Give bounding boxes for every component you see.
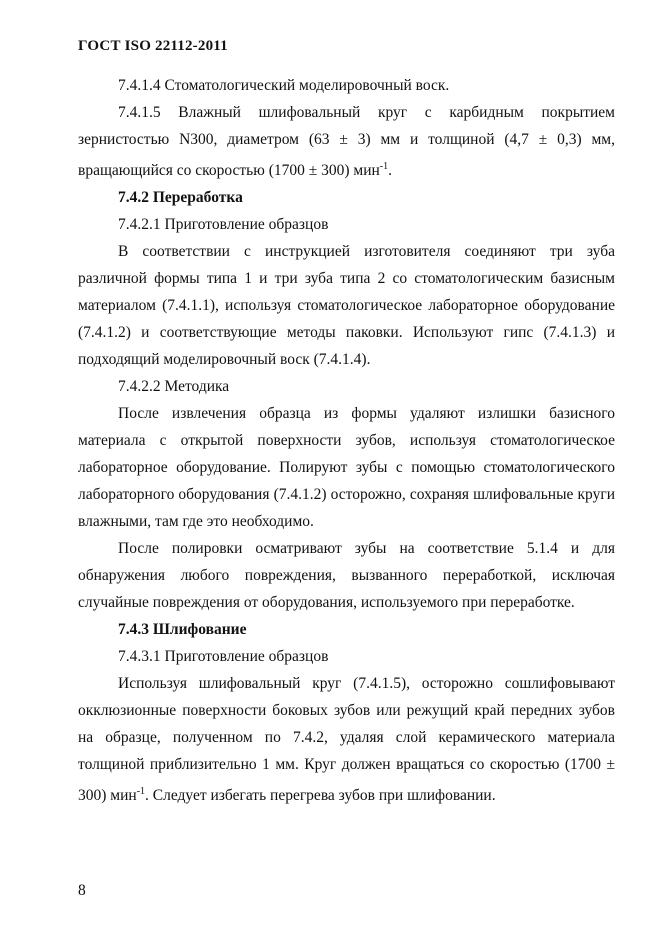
superscript-minus-one: -1 (379, 161, 389, 172)
document-header: ГОСТ ISO 22112-2011 (78, 38, 228, 54)
clause-7-4-1-4: 7.4.1.4 Стоматологический моделировочный воск. (118, 77, 450, 94)
document-body (78, 72, 615, 809)
clause-7-4-1-5-end: . (388, 162, 393, 180)
superscript-minus-one: -1 (136, 786, 146, 798)
paragraph-method: После извлечения образца из формы удаляют излишки базисного материала с открытой поверхности зубов, используя стоматологическое лабораторное оборудование. Полируют зубы с помощью стоматологического лабораторного оборудования (7.4.1.2) осторожно, сохраняя шлифовальные круги влажными, там где это необходимо. (78, 405, 615, 531)
paragraph-grinding (78, 670, 615, 809)
section-heading-7-4-2: 7.4.2 Переработка (118, 189, 243, 207)
clause-7-4-1-5-text: 7.4.1.5 Влажный шлифовальный круг с карбидным покрытием зернистостью N300, диаметром (63 ± 3) мм и толщиной (4,7 ± 0,3) мм, вращающийся со скоростью (1700 ± 300) мин (78, 104, 615, 180)
section-heading-7-4-3: 7.4.3 Шлифование (118, 621, 247, 639)
clause-7-4-2-1: 7.4.2.1 Приготовление образцов (118, 216, 329, 234)
clause-7-4-2-2: 7.4.2.2 Методика (118, 378, 230, 396)
paragraph-preparation: В соответствии с инструкцией изготовителя соединяют три зуба различной формы типа 1 и три зуба типа 2 со стоматологическим базисным материалом (7.4.1.1), используя стоматологическое лабораторное оборудование (7.4.1.2) и соответствующие методы паковки. Используют гипс (7.4.1.3) и подходящий моделировочный воск (7.4.1.4). (78, 243, 615, 369)
paragraph-grinding-text: Используя шлифовальный круг (7.4.1.5), осторожно сошлифовывают окклюзионные поверхности боковых зубов или режущий край передних зубов на образце, полученном по 7.4.2, удаляя слой керамического материала толщиной приблизительно 1 мм. Круг должен вращаться со скоростью (1700 ± 300) мин (78, 675, 615, 805)
paragraph-inspection: После полировки осматривают зубы на соответствие 5.1.4 и для обнаружения любого повреждения, вызванного переработкой, исключая случайные повреждения от оборудования, используемого при переработке. (78, 540, 615, 612)
clause-7-4-3-1: 7.4.3.1 Приготовление образцов (118, 648, 329, 666)
paragraph-grinding-end: . Следует избегать перегрева зубов при шлифовании. (145, 787, 496, 805)
clause-7-4-1-5 (78, 99, 615, 184)
page-number: 8 (78, 882, 86, 899)
